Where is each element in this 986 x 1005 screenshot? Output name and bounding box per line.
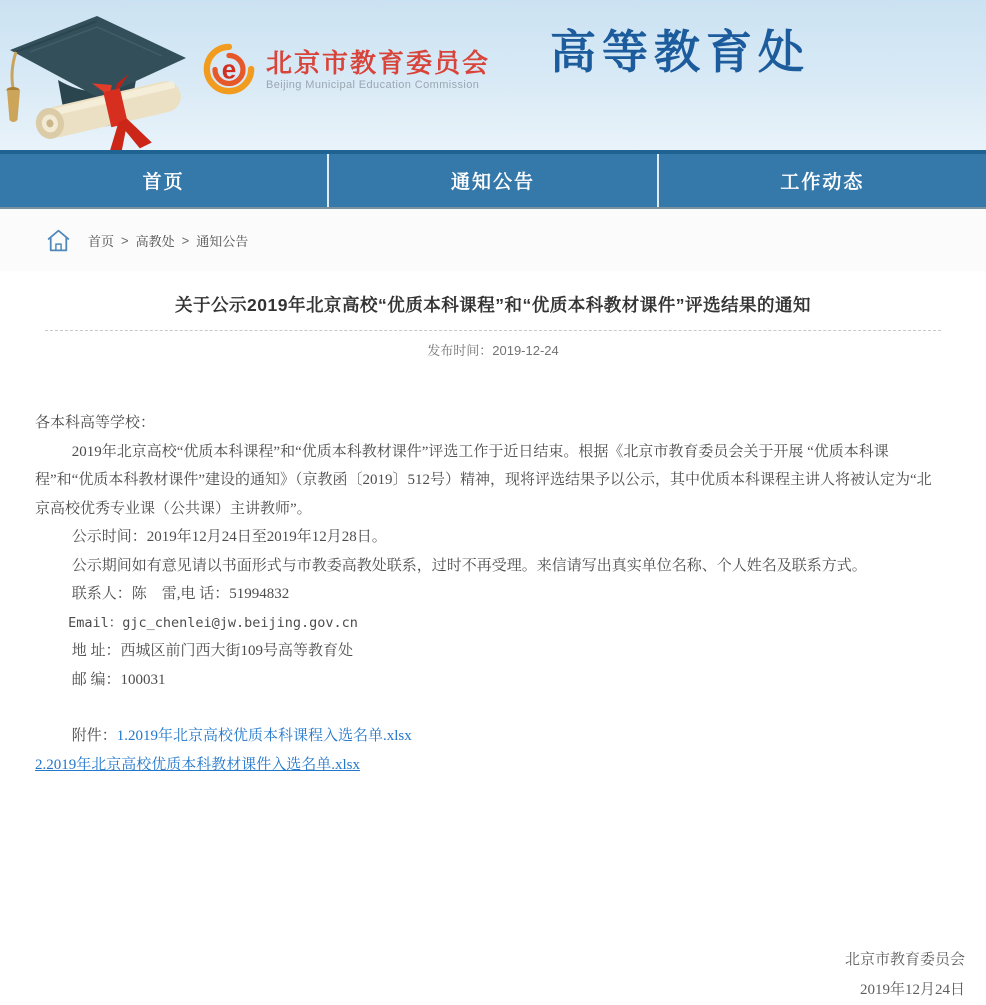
article bbox=[0, 271, 986, 779]
nav-item-work-updates[interactable]: 工作动态 bbox=[657, 154, 986, 207]
attachment-label: 附件： bbox=[71, 728, 117, 744]
paragraph-public-period: 公示时间：2019年12月24日至2019年12月28日。 bbox=[71, 529, 387, 545]
contact-postcode-line: 邮 编：100031 bbox=[71, 671, 166, 688]
signature-date: 2019年12月24日 bbox=[859, 982, 965, 998]
nav-item-home[interactable]: 首页 bbox=[142, 172, 185, 193]
breadcrumb-notices[interactable]: 通知公告 bbox=[196, 233, 249, 249]
signature-org: 北京市教育委员会 bbox=[844, 952, 965, 968]
paragraph-feedback: 公示期间如有意见请以书面形式与市教委高教处联系，过时不再受理。来信请写出真实单位名称、个人姓名及联系方式。 bbox=[71, 557, 867, 574]
contact-email-line: Email：gjc_chenlei@jw.beijing.gov.cn bbox=[68, 614, 358, 631]
salutation: 各本科高等学校： bbox=[35, 415, 156, 431]
breadcrumb-separator: > bbox=[121, 232, 129, 248]
logo-org-name-cn: 北京市教育委员会 bbox=[266, 47, 491, 78]
breadcrumb bbox=[0, 209, 986, 271]
graduation-cap-icon bbox=[0, 0, 192, 150]
e-swirl-icon bbox=[202, 42, 256, 96]
page-title: 高等教育处 bbox=[550, 26, 810, 78]
attachment-line-2 bbox=[35, 751, 941, 780]
paragraph-main: 2019年北京高校“优质本科课程”和“优质本科教材课件”评选工作于近日结束。根据《北京市教育委员会关于开展 “优质本科课程”和“优质本科教材课件”建设的通知》（京教函〔2019〕512号）精神，现将评选结果予以公示，其中优质本科课程主讲人将被认定为“北京高校优秀专业课（公共课）主讲教师”。 bbox=[35, 443, 932, 517]
commission-logo[interactable] bbox=[202, 42, 490, 96]
signature bbox=[845, 945, 965, 1005]
article-title: 关于公示2019年北京高校“优质本科课程”和“优质本科教材课件”评选结果的通知 bbox=[175, 295, 811, 315]
site-header bbox=[0, 0, 986, 150]
nav-item-notices[interactable]: 通知公告 bbox=[327, 154, 656, 207]
main-nav bbox=[0, 150, 986, 209]
contact-person-line: 联系人：陈 雷,电 话：51994832 bbox=[71, 586, 290, 602]
home-icon bbox=[45, 227, 72, 254]
logo-letter: e bbox=[221, 54, 237, 85]
breadcrumb-separator: > bbox=[181, 232, 190, 248]
attachment-link-2[interactable]: 2.2019年北京高校优质本科教材课件入选名单.xlsx bbox=[35, 756, 361, 773]
breadcrumb-gaojiaochu[interactable]: 高教处 bbox=[135, 233, 175, 249]
graduation-cap-image bbox=[0, 0, 192, 150]
logo-org-name-en: Beijing Municipal Education Commission bbox=[266, 78, 480, 91]
attachment-line-1 bbox=[35, 722, 941, 751]
contact-address-line: 地 址：西城区前门西大街109号高等教育处 bbox=[71, 643, 354, 659]
publish-time: 发布时间：2019-12-24 bbox=[427, 343, 559, 358]
breadcrumb-home[interactable]: 首页 bbox=[88, 233, 115, 249]
attachment-link-1[interactable]: 1.2019年北京高校优质本科课程入选名单.xlsx bbox=[116, 728, 412, 744]
article-body bbox=[35, 409, 941, 779]
